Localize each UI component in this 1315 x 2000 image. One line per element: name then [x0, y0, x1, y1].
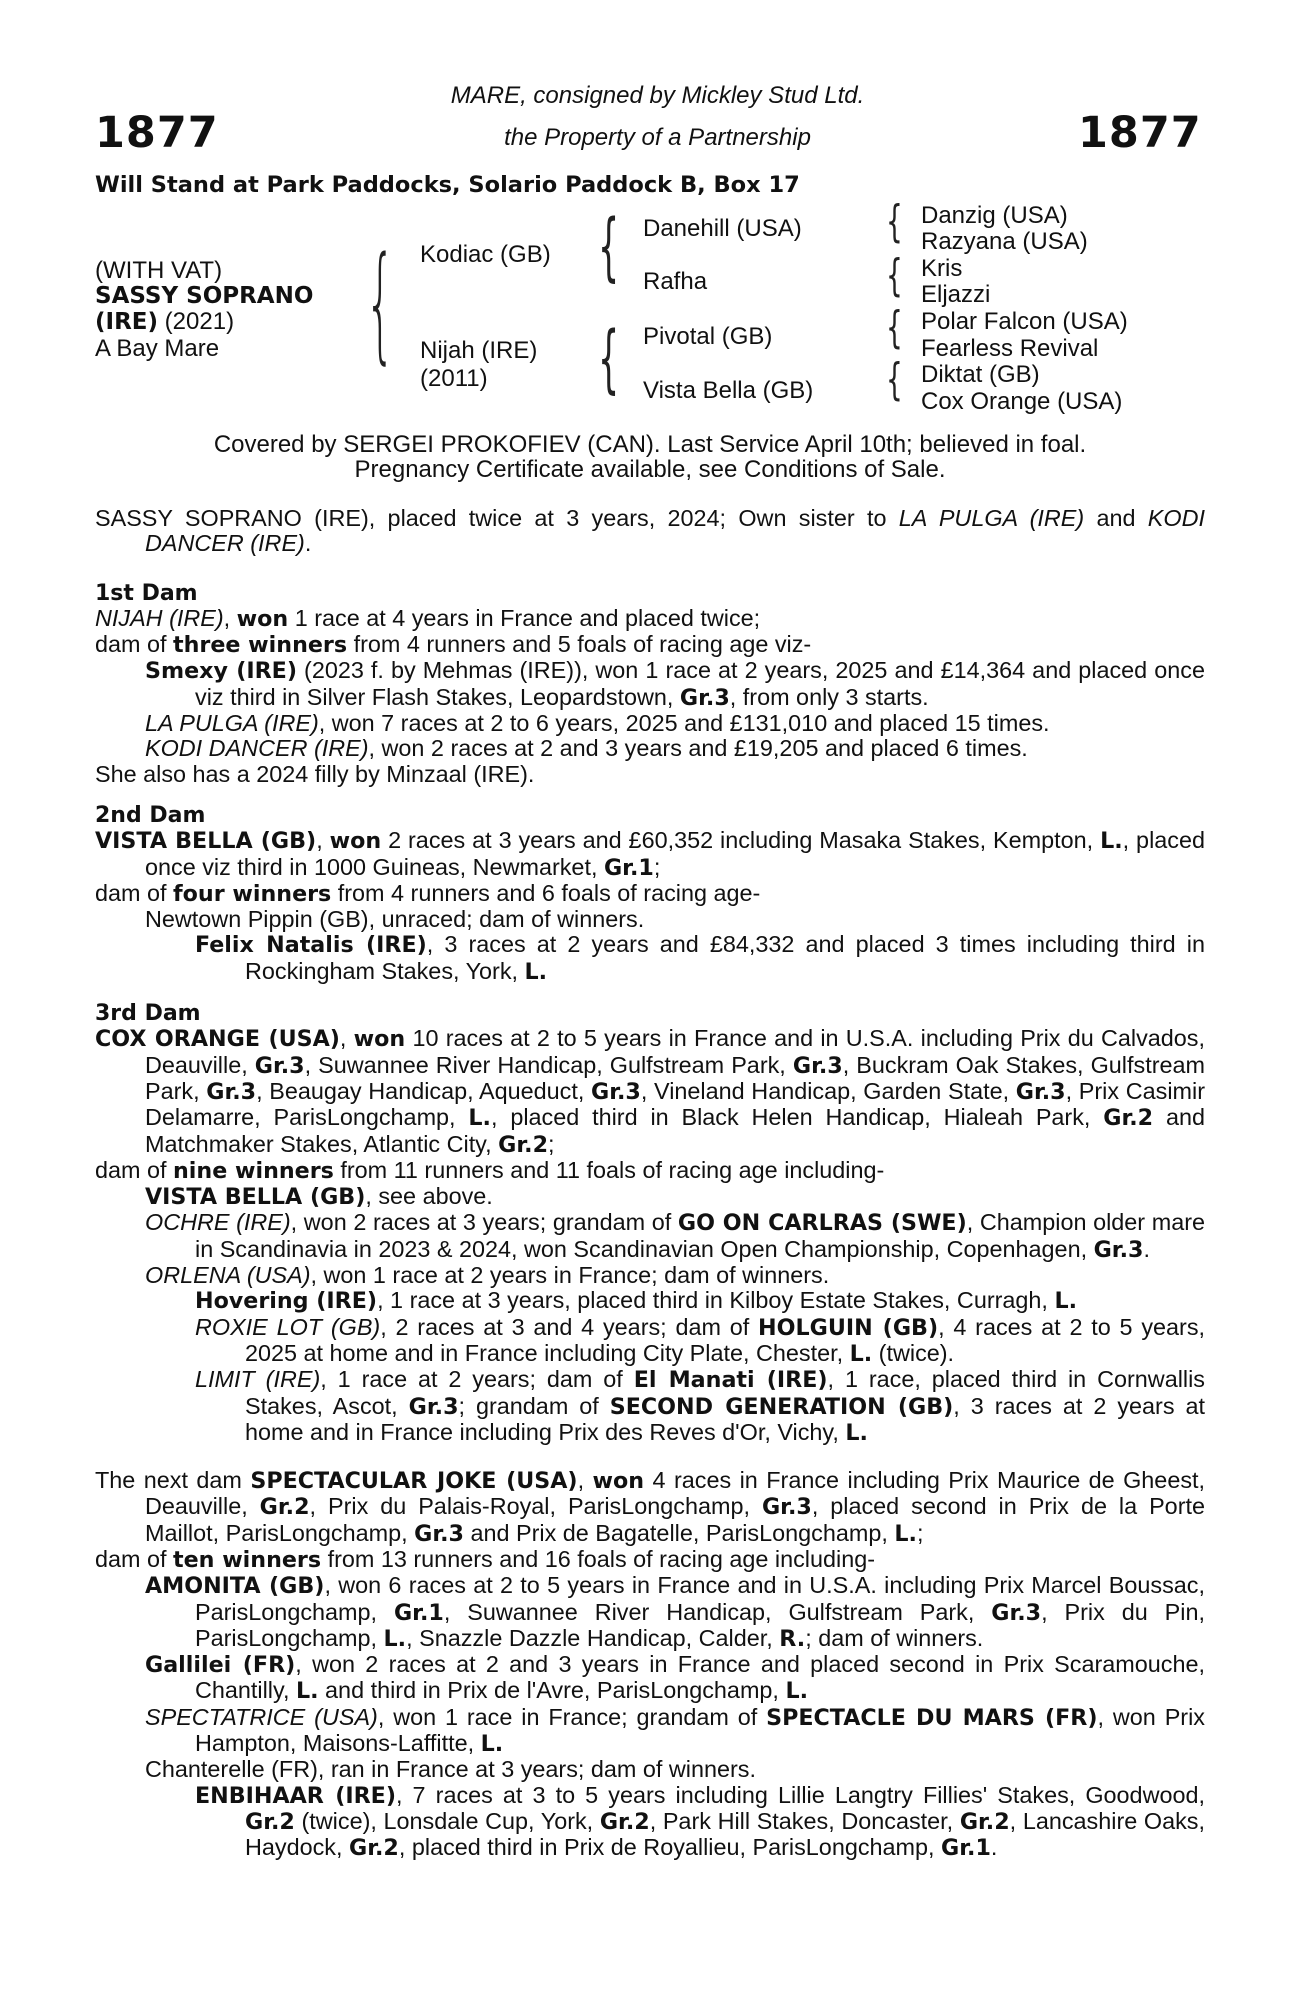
horse-name: SASSY SOPRANO — [95, 283, 314, 309]
pedigree-brace-dam: { — [598, 316, 620, 402]
produce-spectatrice: SPECTATRICE (USA), won 1 race in France; grandam of SPECTACLE DU MARS (FR), won Prix Hampton, Maisons-Laffitte, L. — [145, 1703, 1205, 1758]
sire-name: Kodiac (GB) — [420, 241, 551, 268]
pedigree-gen2-2: Rafha — [643, 268, 708, 295]
dam-year: (2011) — [420, 365, 488, 392]
pedigree-gen3-2: Razyana (USA) — [921, 228, 1088, 255]
produce-newtown-pippin: Newtown Pippin (GB), unraced; dam of winners. — [145, 906, 645, 933]
produce-hovering: Hovering (IRE), 1 race at 3 years, placed third in Kilboy Estate Stakes, Curragh, L. — [195, 1287, 1078, 1315]
dam-name: Nijah (IRE) — [420, 337, 538, 364]
pedigree-gen2-3: Pivotal (GB) — [643, 323, 773, 350]
section-3rd-dam: 3rd Dam — [95, 1001, 201, 1027]
second-dam-produce-summary: dam of four winners from 4 runners and 6 foals of racing age- — [95, 879, 761, 907]
pedigree-brace-pivotal: { — [886, 302, 903, 353]
produce-smexy: Smexy (IRE) (2023 f. by Mehmas (IRE)), won 1 race at 2 years, 2025 and £14,364 and placed once viz third in Silver Flash Stakes, Leopardstown, Gr.3, from only 3 starts. — [145, 657, 1205, 711]
pedigree-brace-main: { — [365, 229, 396, 376]
lot-number-left: 1877 — [95, 108, 219, 158]
horse-year: (2021) — [158, 308, 235, 335]
property-line: the Property of a Partnership — [504, 124, 811, 151]
produce-roxie-lot: ROXIE LOT (GB), 2 races at 3 and 4 years; dam of HOLGUIN (GB), 4 races at 2 to 5 years, 2025 at home and in France including City Plate, Chester, L. (twice). — [195, 1313, 1206, 1367]
catalogue-body — [95, 506, 1205, 1862]
pedigree-gen3-5: Polar Falcon (USA) — [921, 308, 1128, 335]
pedigree-brace-vista: { — [886, 354, 903, 405]
lot-number-right: 1877 — [1078, 108, 1202, 158]
produce-kodi-dancer: KODI DANCER (IRE), won 2 races at 2 and 3 years and £19,205 and placed 6 times. — [145, 735, 1028, 762]
produce-2024-filly: She also has a 2024 filly by Minzaal (IRE). — [95, 760, 535, 787]
pedigree-gen3-1: Danzig (USA) — [921, 202, 1068, 229]
covered-line-1: Covered by SERGEI PROKOFIEV (CAN). Last Service April 10th; believed in foal. — [213, 431, 1087, 458]
pedigree-gen3-8: Cox Orange (USA) — [921, 388, 1123, 415]
section-2nd-dam: 2nd Dam — [95, 802, 206, 828]
covered-line-2: Pregnancy Certificate available, see Conditions of Sale. — [354, 456, 946, 483]
pedigree-gen3-4: Eljazzi — [921, 281, 991, 308]
produce-chanterelle: Chanterelle (FR), ran in France at 3 years; dam of winners. — [145, 1756, 757, 1783]
next-dam-produce-summary: dam of ten winners from 13 runners and 16 foals of racing age including- — [95, 1545, 875, 1573]
produce-amonita: AMONITA (GB), won 6 races at 2 to 5 years in France and in U.S.A. including Prix Marcel Boussac, ParisLongchamp, Gr.1, Suwannee River Handicap, Gulfstream Park, Gr.3, Prix du Pin, ParisLongchamp, L., Snazzle Dazzle Handicap, Calder, R.; dam of winners. — [145, 1572, 1205, 1652]
second-dam-record: VISTA BELLA (GB), won 2 races at 3 years and £60,352 including Masaka Stakes, Kempton, L., placed once viz third in 1000 Guineas, Newmarket, Gr.1; — [95, 827, 1205, 881]
produce-enbihaar: ENBIHAAR (IRE), 7 races at 3 to 5 years including Lillie Langtry Fillies' Stakes, Goodwood, Gr.2 (twice), Lonsdale Cup, York, Gr.2, Park Hill Stakes, Doncaster, Gr.2, Lancashire Oaks, Haydock, Gr.2, placed third in Prix de Royallieu, ParisLongchamp, Gr.1. — [195, 1781, 1205, 1862]
dam-produce-summary: dam of three winners from 4 runners and 5 foals of racing age viz- — [95, 631, 812, 659]
produce-vista-bella: VISTA BELLA (GB), see above. — [145, 1183, 493, 1211]
produce-gallilei: Gallilei (FR), won 2 races at 2 and 3 years in France and placed second in Prix Scaramouche, Chantilly, L. and third in Prix de l'Avre, ParisLongchamp, L. — [145, 1651, 1205, 1705]
pedigree-brace-danehill: { — [886, 196, 903, 247]
third-dam-record: COX ORANGE (USA), won 10 races at 2 to 5 years in France and in U.S.A. including Prix du Calvados, Deauville, Gr.3, Suwannee River Handicap, Gulfstream Park, Gr.3, Buckram Oak Stakes, Gulfstream Park, Gr.3, Beaugay Handicap, Aqueduct, Gr.3, Vineland Handicap, Garden State, Gr.3, Prix Casimir Delamarre, ParisLongchamp, L., placed third in Black Helen Handicap, Hialeah Park, Gr.2 and Matchmaker Stakes, Atlantic City, Gr.2; — [95, 1025, 1205, 1158]
horse-summary: SASSY SOPRANO (IRE), placed twice at 3 years, 2024; Own sister to LA PULGA (IRE) and KODI DANCER (IRE). — [95, 505, 1205, 557]
pedigree-brace-sire: { — [598, 204, 620, 290]
pedigree-gen3-7: Diktat (GB) — [921, 361, 1040, 388]
dam-record: NIJAH (IRE), won 1 race at 4 years in France and placed twice; — [95, 604, 761, 632]
covered-statement — [95, 432, 1205, 482]
third-dam-produce-summary: dam of nine winners from 11 runners and 11 foals of racing age including- — [95, 1156, 885, 1184]
produce-orlena: ORLENA (USA), won 1 race at 2 years in France; dam of winners. — [145, 1262, 830, 1289]
pedigree-gen3-3: Kris — [921, 255, 963, 282]
consignor-line: MARE, consigned by Mickley Stud Ltd. — [450, 82, 865, 109]
horse-origin-year — [95, 309, 234, 335]
stand-location: Will Stand at Park Paddocks, Solario Paddock B, Box 17 — [95, 172, 800, 198]
pedigree-gen3-6: Fearless Revival — [921, 335, 1099, 362]
horse-description: A Bay Mare — [95, 335, 220, 362]
section-1st-dam: 1st Dam — [95, 580, 198, 606]
produce-limit: LIMIT (IRE), 1 race at 2 years; dam of El Manati (IRE), 1 race, placed third in Cornwallis Stakes, Ascot, Gr.3; grandam of SECOND GENERATION (GB), 3 races at 2 years at home and in France including Prix des Reves d'Or, Vichy, L. — [195, 1366, 1205, 1446]
horse-origin: (IRE) — [95, 309, 159, 335]
pedigree-gen2-1: Danehill (USA) — [643, 215, 802, 242]
produce-felix-natalis: Felix Natalis (IRE), 3 races at 2 years and £84,332 and placed 3 times including third in Rockingham Stakes, York, L. — [195, 931, 1205, 985]
vat-label: (WITH VAT) — [95, 257, 223, 284]
produce-la-pulga: LA PULGA (IRE), won 7 races at 2 to 6 years, 2025 and £131,010 and placed 15 times. — [145, 710, 1050, 737]
pedigree-brace-rafha: { — [886, 250, 903, 301]
produce-ochre: OCHRE (IRE), won 2 races at 3 years; grandam of GO ON CARLRAS (SWE), Champion older mare in Scandinavia in 2023 & 2024, won Scandinavian Open Championship, Copenhagen, Gr.3. — [145, 1209, 1206, 1263]
next-dam-record: The next dam SPECTACULAR JOKE (USA), won 4 races in France including Prix Maurice de Gheest, Deauville, Gr.2, Prix du Palais-Royal, ParisLongchamp, Gr.3, placed second in Prix de la Porte Maillot, ParisLongchamp, Gr.3 and Prix de Bagatelle, ParisLongchamp, L.; — [95, 1467, 1206, 1547]
pedigree-gen2-4: Vista Bella (GB) — [643, 377, 814, 404]
